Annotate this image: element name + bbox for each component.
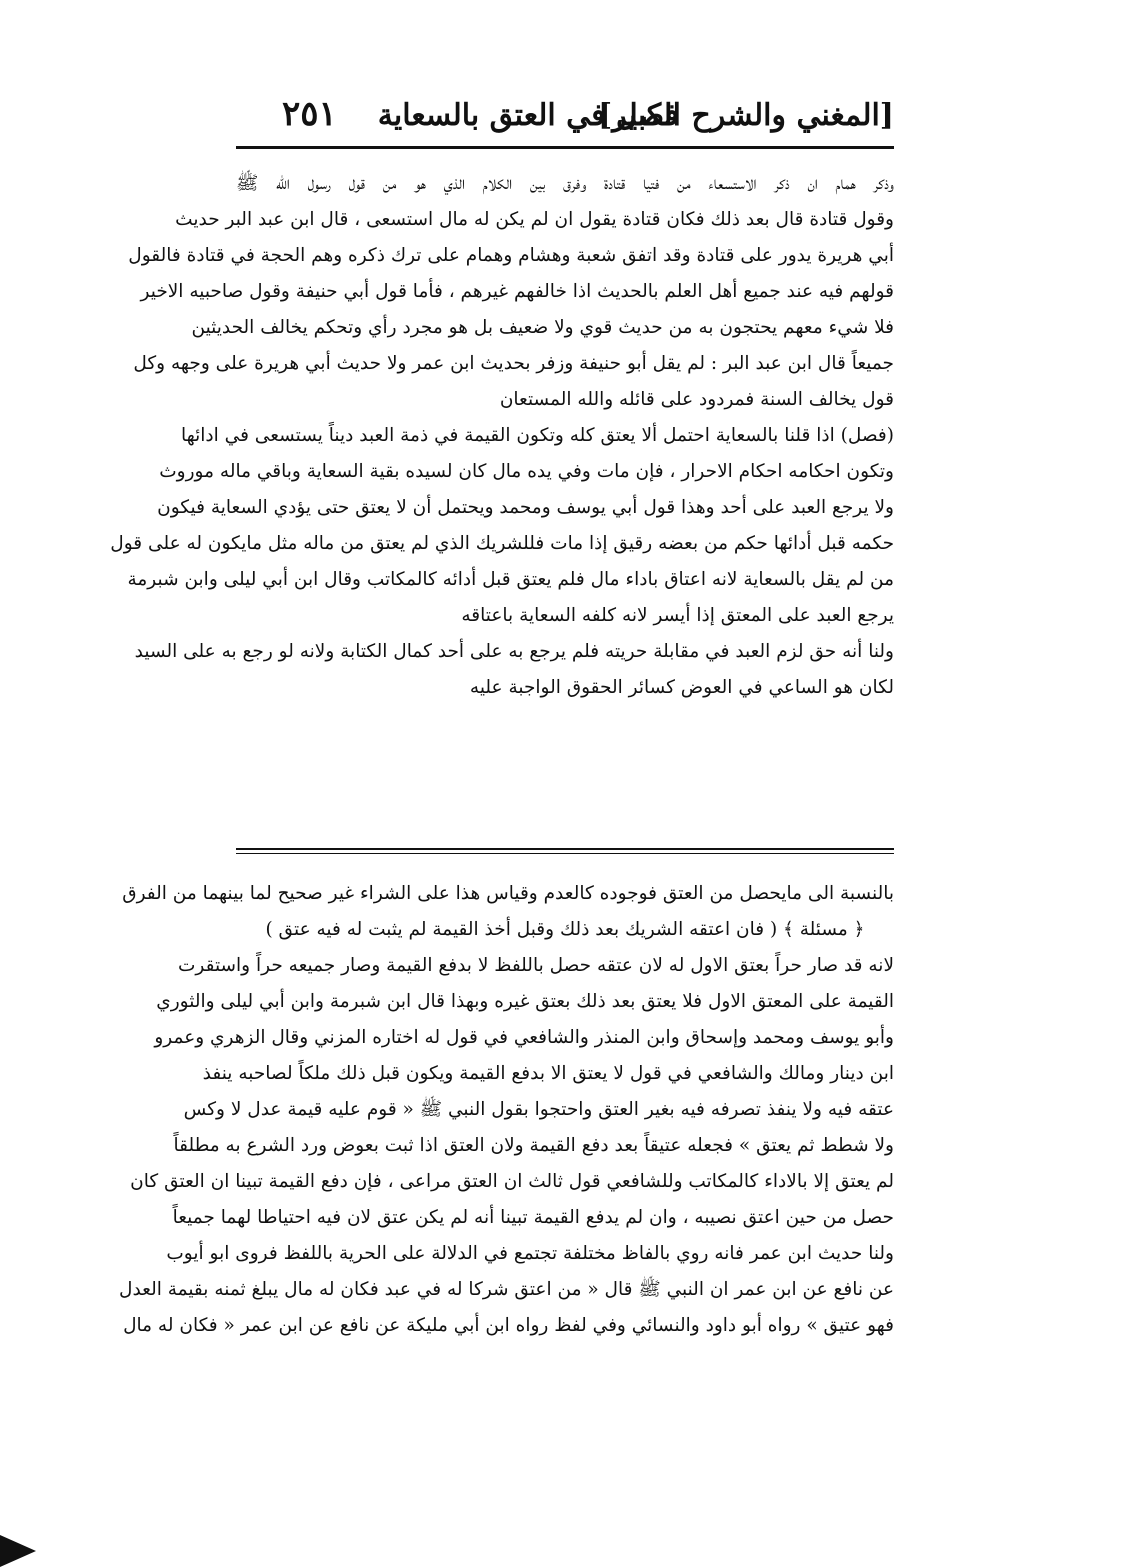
text-line: وتكون احكامه احكام الاحرار ، فإن مات وفي يده مال كان لسيده بقية السعاية وباقي ماله موروث [159,461,894,482]
text-line: ولنا حديث ابن عمر فانه روي بالفاظ مختلفة تجتمع في الدلالة على الحرية باللفظ فروى ابو أيوب [166,1243,894,1264]
text-line: أبي هريرة يدور على قتادة وقد اتفق شعبة وهشام وهمام على ترك ذكره وهم الحجة في قتادة فالقول [128,245,894,266]
page-header [236,88,894,148]
text-line: جميعاً قال ابن عبد البر : لم يقل أبو حنيفة وزفر بحديث ابن عمر ولا حديث أبي هريرة على وجهه وكل [133,353,894,374]
text-line: قولهم فيه عند جميع أهل العلم بالحديث اذا خالفهم غيرهم ، فأما قول أبي حنيفة وقول صاحبيه الاخير [140,281,894,302]
text-line: فهو عتيق » رواه أبو داود والنسائي وفي لفظ رواه ابن أبي مليكة عن نافع عن ابن عمر « فكان له مال [123,1315,894,1336]
text-line: (فصل) اذا قلنا بالسعاية احتمل ألا يعتق كله وتكون القيمة في ذمة العبد ديناً يستسعى في ادائها [180,425,894,446]
page-number: ٢٥١ [282,94,337,134]
text-line: عتقه فيه ولا ينفذ تصرفه فيه بغير العتق واحتجوا بقول النبي ﷺ « قوم عليه قيمة عدل لا وكس [183,1099,894,1120]
text-line: لانه قد صار حراً بعتق الاول له لان عتقه حصل باللفظ لا بدفع القيمة وصار جميعه حراً واستقرت [177,955,894,976]
text-line: وأبو يوسف ومحمد وإسحاق وابن المنذر والشافعي في قول له اختاره المزني وقال الزهري وعمرو [154,1027,894,1048]
text-line: ولا يرجع العبد على أحد وهذا قول أبي يوسف ومحمد ويحتمل أن لا يعتق حتى يؤدي السعاية فيكون [157,497,894,518]
text-line: القيمة على المعتق الاول فلا يعتق بعد ذلك بعتق غيره وبهذا قال ابن شبرمة وابن أبي ليلى والثوري [156,991,894,1012]
section-title: فصل في العتق بالسعاية [377,98,679,133]
text-line: لم يعتق إلا بالاداء كالمكاتب وللشافعي قول ثالث ان العتق مراعى ، فإن دفع القيمة تبينا ان العتق كان [130,1171,894,1192]
commentary-text-block [119,876,894,1344]
main-text-block [110,166,894,706]
text-line: حكمه قبل أدائها حكم من بعضه رقيق إذا مات فللشريك الذي لم يعتق من ماله مثل مايكون له على قول [110,533,894,554]
text-line: لكان هو الساعي في العوض كسائر الحقوق الواجبة عليه [469,677,894,698]
text-line: عن نافع عن ابن عمر ان النبي ﷺ قال « من اعتق شركا له في عبد فكان له مال يبلغ ثمنه بقيمة العدل [119,1279,894,1300]
text-line: بالنسبة الى مايحصل من العتق فوجوده كالعدم وقياس هذا على الشراء غير صحيح لما بينهما من الفرق [122,883,894,904]
text-line: ابن دينار ومالك والشافعي في قول لا يعتق الا بدفع القيمة ويكون قبل ذلك ملكاً لصاحبه ينفذ [202,1063,894,1084]
text-line: فلا شيء معهم يحتجون به من حديث قوي ولا ضعيف بل هو مجرد رأي وتحكم يخالف الحديثين [191,317,894,338]
book-title: [المغني والشرح الكبير] [598,98,894,133]
text-line: ولا شطط ثم يعتق » فجعله عتيقاً بعد دفع القيمة ولان العتق اذا ثبت بعوض ورد الشرع به مطلقاً [173,1135,894,1156]
text-line: من لم يقل بالسعاية لانه اعتاق باداء مال فلم يعتق قبل أدائه كالمكاتب وقال ابن أبي ليلى وابن شبرمة [127,569,894,590]
page-corner-arrow-icon [0,1535,36,1567]
text-line: وذكر همام ان ذكر الاستسعاء من فتيا قتادة وفرق بين الكلام الذي هو من قول رسول الله ﷺ [236,173,894,194]
text-line: يرجع العبد على المعتق إذا أيسر لانه كلفه السعاية باعتاقه [461,605,894,626]
text-line: حصل من حين اعتق نصيبه ، وان لم يدفع القيمة تبينا أنه لم يكن عتق لان فيه احتياطا لهما جميعاً [172,1207,894,1228]
text-line: ولنا أنه حق لزم العبد في مقابلة حريته فلم يرجع به على أحد كمال الكتابة ولانه لو رجع به على السيد [134,641,894,662]
text-line: قول يخالف السنة فمردود على قائله والله المستعان [499,389,894,410]
masala-heading: ﴿ مسئلة ﴾ ( فان اعتقه الشريك بعد ذلك وقبل أخذ القيمة لم يثبت له فيه عتق ) [265,919,865,940]
section-separator [236,848,894,854]
header-rule [236,146,894,149]
text-line: وقول قتادة قال بعد ذلك فكان قتادة يقول ان لم يكن له مال استسعى ، قال ابن عبد البر حديث [175,209,894,230]
